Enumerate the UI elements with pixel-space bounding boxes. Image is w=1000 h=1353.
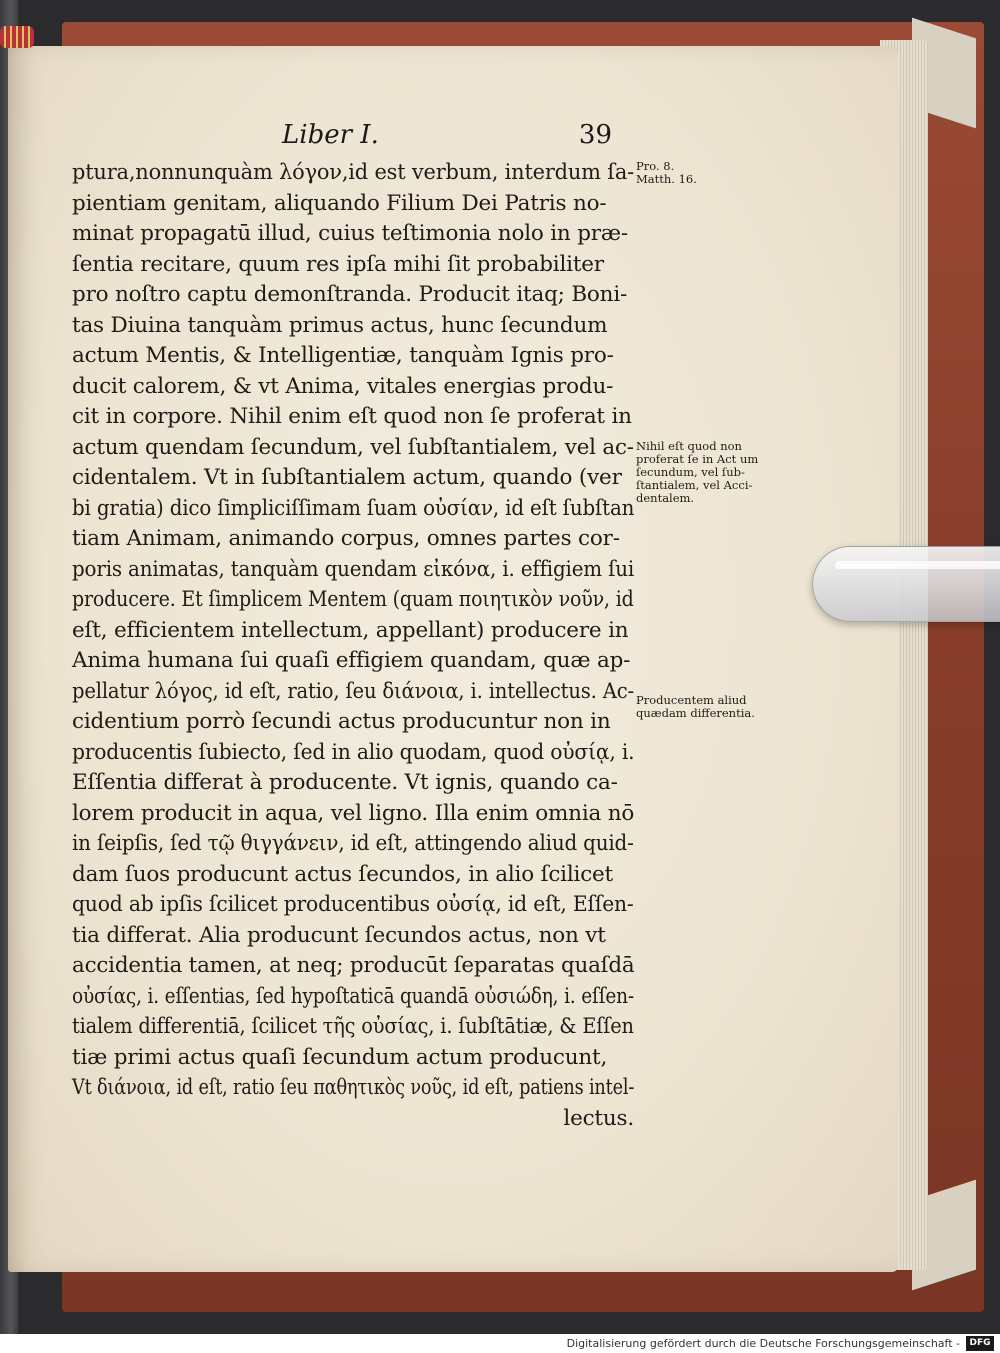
running-header <box>282 120 612 160</box>
marginal-line: Pro. 8. <box>636 159 675 173</box>
text-line: cidentium porrò ſecundi actus producuntur non in <box>72 709 611 734</box>
text-line: οὐσίας, i. eſſentias, ſed hypoſtaticā quandā οὐσιώδη, i. eſſen- <box>72 983 634 1009</box>
text-line: accidentia tamen, at neq; producūt ſeparatas quaſdā <box>72 953 635 978</box>
text-line: minat propagatū illud, cuius teſtimonia nolo in præ- <box>72 221 628 246</box>
text-line: Vt διάνοια, id eſt, ratio ſeu παθητικὸς νοῦς, id eſt, patiens intel- <box>72 1075 635 1100</box>
text-line: tiæ primi actus quaſi ſecundum actum producunt, <box>72 1044 608 1070</box>
text-line: pellatur λόγος, id eſt, ratio, ſeu διάνοια, i. intellectus. Ac- <box>72 678 634 704</box>
footer-bar <box>0 1334 1000 1353</box>
binding-thread <box>0 26 34 48</box>
text-line: cit in corpore. Nihil enim eſt quod non ſe proferat in <box>72 404 632 429</box>
text-line: actum Mentis, & Intelligentiæ, tanquàm Ignis pro- <box>72 343 614 368</box>
text-line: quod ab ipſis ſcilicet producentibus οὐσίᾳ, id eſt, Eſſen- <box>72 892 634 917</box>
text-line: Anima humana ſui quaſi effigiem quandam, quæ ap- <box>72 648 631 673</box>
marginal-note-differentia <box>636 694 796 720</box>
text-line: tiam Animam, animando corpus, omnes partes cor- <box>72 526 620 551</box>
text-line: ſentia recitare, quum res ipſa mihi ſit probabiliter <box>72 251 604 277</box>
footer-credit: Digitalisierung gefördert durch die Deutsche Forschungsgemeinschaft - <box>566 1337 960 1350</box>
text-line: eſt, efficientem intellectum, appellant) producere in <box>72 617 629 643</box>
text-line: producentis ſubiecto, ſed in alio quodam, quod οὐσίᾳ, i. <box>72 739 635 765</box>
marginal-line: Matth. 16. <box>636 172 697 186</box>
marginal-line: proferat ſe in Act um <box>636 452 759 466</box>
text-line: poris animatas, tanquàm quendam εἰκόνα, i. effigiem ſui <box>72 556 635 582</box>
text-line: cidentalem. Vt in ſubſtantialem actum, quando (ver <box>72 465 622 490</box>
text-line: dam ſuos producunt actus ſecundos, in alio ſcilicet <box>72 861 614 887</box>
text-line-catchword: lectus. <box>563 1105 634 1131</box>
text-line: producere. Et ſimplicem Mentem (quam ποιητικὸν νοῦν, id <box>72 587 634 612</box>
marginal-line: Nihil eſt quod non <box>636 439 742 453</box>
marginal-line: quædam differentia. <box>636 706 755 720</box>
text-line: Eſſentia differat à producente. Vt ignis, quando ca- <box>72 770 618 795</box>
marginal-note-substantial <box>636 440 796 505</box>
page-number: 39 <box>578 120 612 150</box>
marginal-line: dentalem. <box>636 491 695 505</box>
marginal-line: ſtantialem, vel Acci- <box>636 478 753 492</box>
body-text <box>72 158 634 1134</box>
bookmark-clip <box>812 546 1000 622</box>
dfg-logo-icon: DFG <box>966 1336 994 1351</box>
text-line: ptura,nonnunquàm λόγον,id est verbum, interdum ſa- <box>72 160 635 185</box>
text-line: bi gratia) dico ſimpliciſſimam ſuam οὐσίαν, id eſt ſubſtan <box>72 495 635 521</box>
marginal-line: ſecundum, vel ſub- <box>636 465 745 479</box>
text-line: pro noſtro captu demonſtranda. Producit itaq; Boni- <box>72 282 628 307</box>
text-line: actum quendam ſecundum, vel ſubſtantialem, vel ac- <box>72 434 634 460</box>
running-title: Liber I. <box>282 120 379 150</box>
text-line: tas Diuina tanquàm primus actus, hunc ſecundum <box>72 312 608 338</box>
marginal-note-reference <box>636 160 796 186</box>
text-line: lorem producit in aqua, vel ligno. Illa enim omnia nō <box>72 800 635 826</box>
text-line: pientiam genitam, aliquando Filium Dei Patris no- <box>72 190 607 216</box>
text-line: tia differat. Alia producunt ſecundos actus, non vt <box>72 922 606 948</box>
text-line: ducit calorem, & vt Anima, vitales energias produ- <box>72 373 614 399</box>
text-line: in ſeipſis, ſed τῷ θιγγάνειν, id eſt, attingendo aliud quid- <box>72 831 634 856</box>
text-line: tialem differentiā, ſcilicet τῆς οὐσίας, i. ſubſtātiæ, & Eſſen <box>72 1014 634 1039</box>
marginal-line: Producentem aliud <box>636 693 747 707</box>
